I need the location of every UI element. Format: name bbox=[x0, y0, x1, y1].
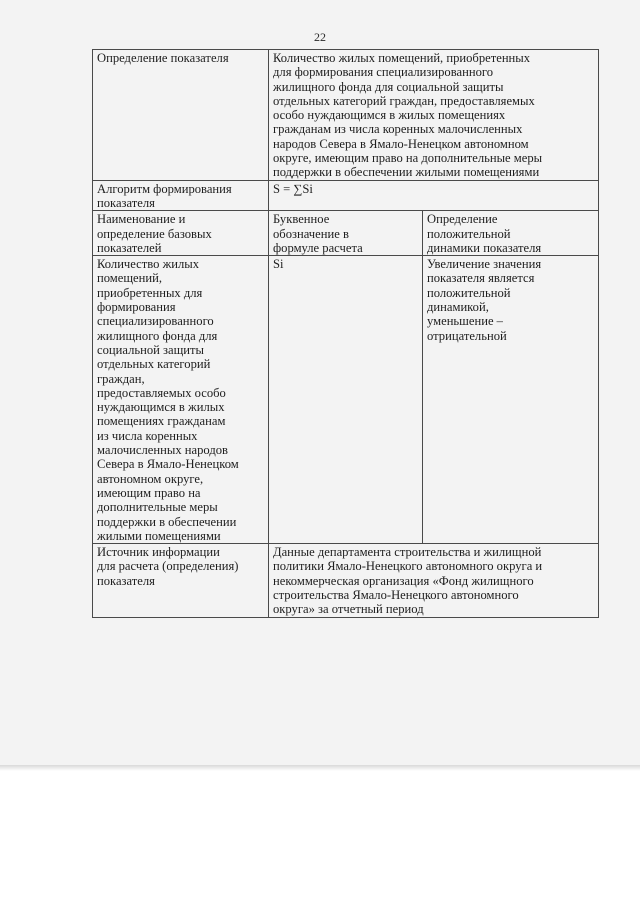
definition-label: Определение показателя bbox=[93, 50, 269, 181]
base-indicator-row bbox=[93, 256, 599, 544]
source-row bbox=[93, 544, 599, 617]
algorithm-label: Алгоритм формирования показателя bbox=[93, 180, 269, 211]
base-indicator-name: Количество жилых помещений, приобретенных для формирования специализированного жилищного фонда для социальной защиты отдельных категорий граждан, предоставляемых особо нуждающимся в жилых помещениях гражданам из числа коренных малочисленных народов Севера в Ямало-Ненецком автономном округе, имеющим право на дополнительные меры поддержки в обеспечении жилыми помещениями bbox=[93, 256, 269, 544]
base-header-name: Наименование и определение базовых показателей bbox=[93, 211, 269, 256]
base-indicators-header-row bbox=[93, 211, 599, 256]
base-header-dynamics: Определение положительной динамики показателя bbox=[423, 211, 599, 256]
page-number: 22 bbox=[314, 30, 326, 44]
algorithm-formula: S = ∑Si bbox=[269, 180, 599, 211]
page-edge-shadow bbox=[0, 765, 640, 771]
source-label: Источник информации для расчета (определения) показателя bbox=[93, 544, 269, 617]
base-indicator-dynamics: Увеличение значения показателя является положительной динамикой, уменьшение – отрицательной bbox=[423, 256, 599, 544]
base-indicator-symbol: Si bbox=[269, 256, 423, 544]
definition-value: Количество жилых помещений, приобретенных для формирования специализированного жилищного фонда для социальной защиты отдельных категорий граждан, предоставляемых особо нуждающимся в жилых помещениях гражданам из числа коренных малочисленных народов Севера в Ямало-Ненецком автономном округе, имеющим право на дополнительные меры поддержки в обеспечении жилыми помещениями bbox=[269, 50, 599, 181]
base-header-symbol: Буквенное обозначение в формуле расчета bbox=[269, 211, 423, 256]
definition-row bbox=[93, 50, 599, 181]
algorithm-row bbox=[93, 180, 599, 211]
source-value: Данные департамента строительства и жилищной политики Ямало-Ненецкого автономного округа и некоммерческая организация «Фонд жилищного строительства Ямало-Ненецкого автономного округа» за отчетный период bbox=[269, 544, 599, 617]
indicator-table bbox=[92, 49, 599, 618]
